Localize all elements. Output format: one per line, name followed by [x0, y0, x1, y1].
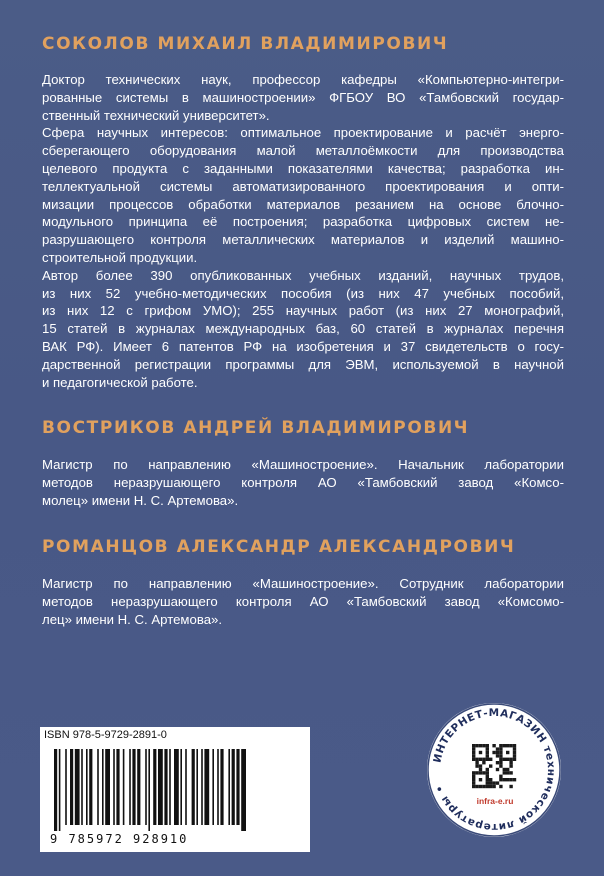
qr-module — [475, 758, 478, 761]
qr-module — [486, 781, 489, 784]
qr-module — [496, 751, 499, 754]
qr-module — [486, 751, 489, 754]
stamp-ring-text: ИНТЕРНЕТ-МАГАЗИН технической литературы • — [431, 706, 558, 834]
barcode-bar — [212, 749, 214, 825]
barcode-bar — [185, 749, 187, 825]
barcode-bar — [129, 749, 131, 825]
qr-module — [513, 747, 516, 750]
barcode-bar — [97, 749, 99, 825]
barcode-bar — [228, 749, 230, 825]
qr-module — [479, 758, 482, 761]
barcode-icon — [50, 749, 300, 831]
author-name-vostrikov: ВОСТРИКОВ АНДРЕЙ ВЛАДИМИРОВИЧ — [42, 418, 470, 438]
barcode-bar — [116, 749, 119, 825]
bio-line: лец» имени Н. С. Артемова». — [42, 611, 223, 627]
qr-module — [482, 785, 485, 788]
qr-module — [496, 768, 499, 771]
qr-module — [489, 764, 492, 767]
barcode-bar — [75, 749, 80, 825]
qr-module — [509, 771, 512, 774]
qr-module — [482, 771, 485, 774]
author-bio-sokolov — [42, 71, 564, 391]
qr-module — [486, 771, 489, 774]
bio-line: Автор более 390 опубликованных учебных изданий, научных трудов, — [42, 267, 564, 283]
qr-module — [486, 775, 489, 778]
qr-module — [492, 744, 495, 747]
qr-module — [513, 754, 516, 757]
barcode-bar — [153, 749, 156, 825]
bio-line: Сфера научных интересов: оптимальное проектирование и расчёт энерго- — [42, 125, 564, 141]
author-name-sokolov: СОКОЛОВ МИХАИЛ ВЛАДИМИРОВИЧ — [42, 34, 449, 54]
barcode-bar — [192, 749, 195, 825]
qr-module — [499, 747, 502, 750]
author-name-romantsov: РОМАНЦОВ АЛЕКСАНДР АЛЕКСАНДРОВИЧ — [42, 537, 516, 557]
qr-module — [472, 754, 475, 757]
barcode-bar — [102, 749, 104, 825]
barcode-bar — [164, 749, 167, 825]
barcode-bar — [105, 749, 110, 825]
qr-module — [503, 744, 506, 747]
qr-module — [472, 747, 475, 750]
barcode-bar — [132, 749, 135, 825]
bio-line: Доктор технических наук, профессор кафедры «Компьютерно-интегри- — [42, 72, 564, 87]
bio-line: методов неразрушающего контроля АО «Тамбовский завод «Комсомо- — [42, 593, 564, 609]
qr-module — [506, 758, 509, 761]
qr-module — [499, 778, 502, 781]
qr-module — [506, 768, 509, 771]
barcode-bar — [123, 749, 125, 825]
bio-line: молец» имени Н. С. Артемова». — [42, 492, 239, 508]
qr-module — [475, 764, 478, 767]
qr-module — [496, 754, 499, 757]
bio-line: целевого продукта с заданными показателями качества; разработка ин- — [42, 160, 564, 176]
bio-line: дарственной регистрации программы для ЭВМ, используемой в научной — [42, 356, 564, 372]
qr-module — [503, 758, 506, 761]
qr-module — [509, 785, 512, 788]
qr-module — [486, 758, 489, 761]
qr-module — [492, 751, 495, 754]
barcode-bar — [180, 749, 182, 825]
qr-module — [489, 778, 492, 781]
barcode-bar — [241, 749, 246, 831]
qr-module — [509, 744, 512, 747]
qr-module — [486, 747, 489, 750]
bio-line: разрушающего контроля металлических материалов и изделий машино- — [42, 232, 564, 248]
barcode-bar — [70, 749, 73, 825]
bio-line: 15 статей в журналах международных баз, 60 статей в журналах перечня — [42, 321, 564, 337]
barcode-bar — [89, 749, 92, 825]
barcode-bar — [174, 749, 179, 825]
qr-module — [479, 751, 482, 754]
qr-module — [482, 744, 485, 747]
qr-module — [475, 744, 478, 747]
bio-line: Магистр по направлению «Машиностроение». Сотрудник лаборатории — [42, 576, 564, 591]
barcode-bar — [145, 749, 147, 825]
qr-module — [499, 754, 502, 757]
qr-module — [506, 744, 509, 747]
qr-module — [479, 771, 482, 774]
qr-module — [499, 775, 502, 778]
barcode-bar — [148, 749, 150, 831]
qr-module — [472, 751, 475, 754]
qr-module — [489, 758, 492, 761]
qr-module — [499, 761, 502, 764]
qr-module — [496, 747, 499, 750]
qr-module — [479, 768, 482, 771]
barcode-bar — [236, 749, 239, 825]
qr-module — [486, 768, 489, 771]
qr-module — [472, 771, 475, 774]
qr-module — [482, 758, 485, 761]
qr-module — [513, 751, 516, 754]
stamp-seal-icon — [424, 700, 564, 840]
bio-line: модульного принципа её построения; разработка цифровых систем не- — [42, 214, 564, 230]
barcode-bar — [220, 749, 223, 825]
qr-module — [496, 761, 499, 764]
qr-module — [492, 785, 495, 788]
qr-module — [472, 775, 475, 778]
barcode-bar — [113, 749, 115, 825]
qr-module — [513, 778, 516, 781]
qr-module — [486, 785, 489, 788]
qr-module — [479, 785, 482, 788]
bio-line: теллектуальной системы автоматизированного проектирования и опти- — [42, 178, 564, 194]
qr-module — [499, 744, 502, 747]
barcode-bar — [158, 749, 163, 825]
qr-module — [475, 771, 478, 774]
bio-line: строительной продукции. — [42, 249, 198, 265]
barcode-bar — [232, 749, 235, 825]
qr-module — [513, 758, 516, 761]
qr-module — [489, 781, 492, 784]
barcode-bar — [137, 749, 140, 825]
bio-line: мизации процессов обработки материалов резанием на основе блочно- — [42, 196, 564, 212]
qr-module — [479, 764, 482, 767]
barcode-bar — [54, 749, 57, 831]
qr-module — [489, 785, 492, 788]
qr-module — [503, 768, 506, 771]
author-bio-romantsov — [42, 575, 564, 628]
qr-module — [499, 785, 502, 788]
qr-module — [472, 781, 475, 784]
stamp-url: infra-e.ru — [476, 796, 514, 806]
qr-module — [492, 781, 495, 784]
qr-module — [509, 758, 512, 761]
barcode-bar — [86, 749, 88, 825]
qr-module — [509, 778, 512, 781]
bio-line: из них 12 с грифом УМО); 255 научных работ (из них 27 монографий, — [42, 303, 564, 319]
qr-module — [482, 761, 485, 764]
qr-module — [486, 744, 489, 747]
qr-module — [503, 771, 506, 774]
barcode-bar — [217, 749, 219, 825]
bio-line: рованные системы в машиностроении» ФГБОУ ВО «Тамбовский государ- — [42, 89, 564, 105]
qr-module — [479, 744, 482, 747]
bio-line: ВАК РФ). Имеет 6 патентов РФ на изобретения и 37 свидетельств о госу- — [42, 338, 564, 354]
barcode-bar — [204, 749, 209, 825]
qr-module — [509, 761, 512, 764]
qr-module — [506, 778, 509, 781]
isbn-barcode-block — [40, 727, 310, 852]
bio-line: сберегающего оборудования малой металлоёмкости для производства — [42, 143, 564, 159]
qr-module — [475, 785, 478, 788]
qr-module — [499, 758, 502, 761]
barcode-bar — [196, 749, 198, 825]
qr-module — [499, 764, 502, 767]
qr-module — [475, 761, 478, 764]
barcode-digits: 9 785972 928910 — [50, 832, 189, 846]
qr-module — [472, 785, 475, 788]
bio-line: Магистр по направлению «Машиностроение». Начальник лаборатории — [42, 457, 564, 472]
qr-module — [503, 778, 506, 781]
bio-line: ственный технический университет». — [42, 107, 270, 123]
qr-module — [472, 778, 475, 781]
qr-module — [506, 751, 509, 754]
barcode-bar — [59, 749, 61, 831]
qr-module — [513, 744, 516, 747]
qr-module — [509, 764, 512, 767]
qr-module — [479, 778, 482, 781]
qr-module — [472, 758, 475, 761]
qr-module — [499, 751, 502, 754]
bio-line: и педагогической работе. — [42, 374, 198, 390]
qr-module — [486, 778, 489, 781]
qr-code-icon — [470, 742, 518, 790]
author-bio-vostrikov — [42, 456, 564, 509]
barcode-bar — [169, 749, 171, 825]
qr-module — [496, 781, 499, 784]
bio-line: методов неразрушающего контроля АО «Тамбовский завод «Комсо- — [42, 474, 564, 490]
bio-line: из них 52 учебно-методических пособия (из них 47 учебных пособий, — [42, 285, 564, 301]
shop-stamp — [424, 700, 564, 840]
isbn-number: ISBN 978-5-9729-2891-0 — [44, 729, 167, 741]
qr-module — [486, 754, 489, 757]
qr-module — [506, 771, 509, 774]
barcode-bar — [65, 749, 67, 825]
barcode-bar — [201, 749, 203, 825]
qr-module — [472, 744, 475, 747]
barcode-bar — [81, 749, 83, 825]
